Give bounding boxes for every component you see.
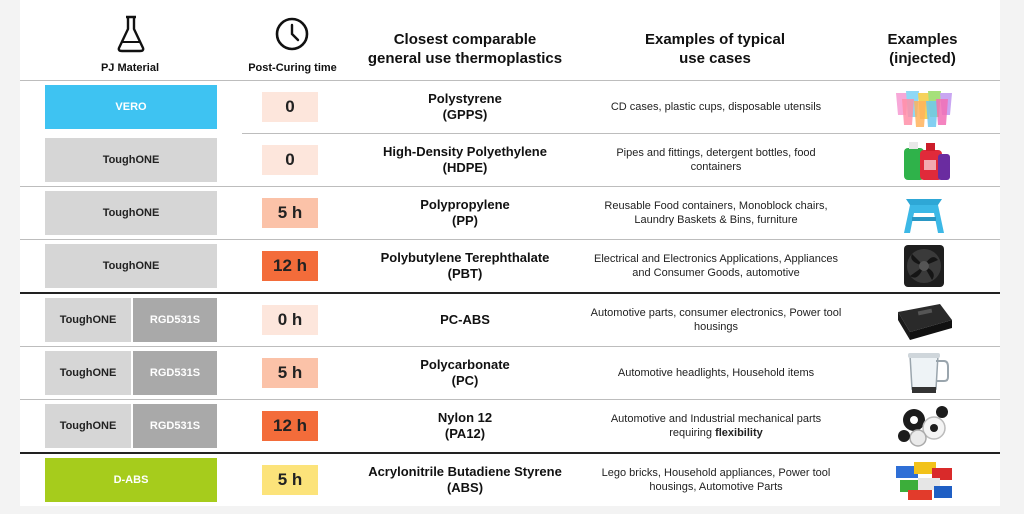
plastic-abbr: (ABS) [446, 480, 484, 495]
table-row [20, 134, 1000, 186]
table-row [20, 347, 1000, 399]
colored-cups-icon [892, 85, 956, 129]
table-row [20, 454, 1000, 506]
plastic-name: Nylon 12 [437, 410, 493, 425]
use-case-text-emphasis: flexibility [715, 427, 763, 439]
thermoplastic-name [365, 400, 565, 452]
header-closest-thermoplastics [365, 30, 565, 68]
material-chip: D-ABS [45, 458, 217, 502]
plastic-name: Polystyrene [428, 91, 502, 106]
header-pj-material: PJ Material [100, 62, 160, 74]
thermoplastic-name [365, 347, 565, 399]
curing-time-badge: 5 h [262, 465, 318, 495]
material-chip: ToughONE [45, 351, 131, 395]
header-examples-line2: (injected) [889, 50, 956, 67]
table-row [20, 294, 1000, 346]
thermoplastic-name [365, 81, 565, 133]
curing-time-badge: 5 h [262, 198, 318, 228]
material-chip: ToughONE [45, 404, 131, 448]
material-chip: ToughONE [45, 298, 131, 342]
material-chip: RGD531S [133, 351, 217, 395]
flask-icon [116, 14, 146, 54]
header-examples-line1: Examples [887, 31, 958, 48]
blender-jug-icon [892, 351, 956, 395]
table-row [20, 187, 1000, 239]
gears-icon [892, 404, 956, 448]
use-case-text: Automotive headlights, Household items [617, 367, 815, 379]
tool-case-icon [892, 298, 956, 342]
plastic-name: Acrylonitrile Butadiene Styrene [368, 464, 562, 479]
use-case-text: Automotive parts, consumer electronics, Power tool housings [590, 307, 842, 333]
plastic-name: Polybutylene Terephthalate [380, 250, 550, 265]
use-case-text: Pipes and fittings, detergent bottles, food containers [616, 147, 816, 173]
plastic-abbr: (GPPS) [442, 107, 488, 122]
plastic-name: PC-ABS [440, 312, 490, 327]
curing-time-badge: 0 [262, 92, 318, 122]
plastic-name: Polypropylene [420, 197, 510, 212]
header-use-cases [605, 30, 825, 68]
table-row [20, 81, 1000, 133]
lego-bricks-icon [892, 458, 956, 502]
curing-time-badge: 0 h [262, 305, 318, 335]
use-case-text: Electrical and Electronics Applications, Appliances and Consumer Goods, automotive [594, 253, 838, 279]
plastic-name: Polycarbonate [420, 357, 510, 372]
material-chip: VERO [45, 85, 217, 129]
material-chip: RGD531S [133, 298, 217, 342]
thermoplastic-name [365, 454, 565, 506]
plastic-abbr: (PP) [452, 213, 478, 228]
thermoplastic-name [365, 187, 565, 239]
header-post-curing: Post-Curing time [248, 62, 337, 74]
use-case-text: CD cases, plastic cups, disposable utensils [610, 101, 822, 113]
material-chip: ToughONE [45, 138, 217, 182]
materials-table [20, 0, 1000, 506]
curing-time-badge: 12 h [262, 411, 318, 441]
clock-icon [274, 16, 310, 52]
header-closest-line2: general use thermoplastics [367, 50, 563, 67]
material-chip: ToughONE [45, 244, 217, 288]
plastic-stool-icon [892, 191, 956, 235]
table-row [20, 240, 1000, 292]
plastic-name: High-Density Polyethylene [383, 144, 547, 159]
thermoplastic-name [365, 240, 565, 292]
header-use-cases-line2: use cases [679, 50, 751, 67]
use-case-text: Reusable Food containers, Monoblock chairs, Laundry Baskets & Bins, furniture [604, 200, 828, 226]
detergent-bottles-icon [892, 138, 956, 182]
use-case-text-prefix: Automotive and Industrial mechanical parts requiring [610, 413, 822, 439]
plastic-abbr: (PA12) [444, 426, 486, 441]
thermoplastic-name [365, 294, 565, 346]
plastic-abbr: (PC) [451, 373, 479, 388]
header-examples-injected [870, 30, 975, 68]
curing-time-badge: 5 h [262, 358, 318, 388]
cooling-fan-icon [892, 244, 956, 288]
table-row [20, 400, 1000, 452]
material-chip: RGD531S [133, 404, 217, 448]
plastic-abbr: (PBT) [447, 266, 483, 281]
use-case-text [590, 400, 842, 452]
header-use-cases-line1: Examples of typical [644, 31, 786, 48]
plastic-abbr: (HDPE) [442, 160, 488, 175]
curing-time-badge: 12 h [262, 251, 318, 281]
curing-time-badge: 0 [262, 145, 318, 175]
use-case-text: Lego bricks, Household appliances, Power tool housings, Automotive Parts [601, 467, 831, 493]
material-chip: ToughONE [45, 191, 217, 235]
thermoplastic-name [365, 134, 565, 186]
header-closest-line1: Closest comparable [393, 31, 537, 48]
